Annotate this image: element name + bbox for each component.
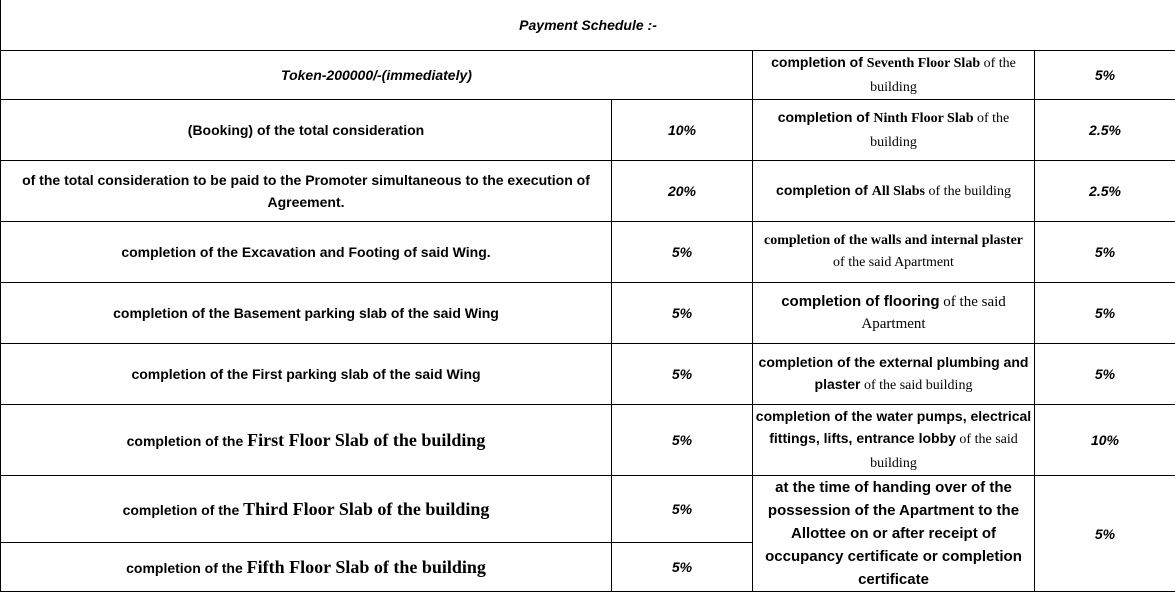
table-row bbox=[1, 283, 1175, 344]
table-row bbox=[1, 476, 1175, 543]
left-stage-label: completion of the First Floor Slab of the building bbox=[1, 405, 612, 476]
schedule-title: Payment Schedule :- bbox=[1, 0, 1175, 51]
left-stage-label: completion of the First parking slab of the said Wing bbox=[1, 344, 612, 405]
left-stage-percent: 5% bbox=[612, 222, 753, 283]
right-stage-label: completion of the walls and internal plaster of the said Apartment bbox=[753, 222, 1035, 283]
left-stage-percent: 20% bbox=[612, 161, 753, 222]
title-row bbox=[1, 0, 1175, 51]
table-row bbox=[1, 161, 1175, 222]
table-row bbox=[1, 405, 1175, 476]
right-stage-label: completion of Seventh Floor Slab of the building bbox=[753, 51, 1035, 100]
right-stage-label: at the time of handing over of the possession of the Apartment to the Allottee on or after receipt of occupancy certificate or completion certificate bbox=[753, 476, 1035, 592]
left-stage-percent: 5% bbox=[612, 283, 753, 344]
left-stage-label: completion of the Excavation and Footing of said Wing. bbox=[1, 222, 612, 283]
left-stage-percent: 5% bbox=[612, 344, 753, 405]
table-row bbox=[1, 222, 1175, 283]
table-row bbox=[1, 100, 1175, 161]
left-stage-label: completion of the Basement parking slab of the said Wing bbox=[1, 283, 612, 344]
left-stage-percent: 5% bbox=[612, 476, 753, 543]
left-stage-label: (Booking) of the total consideration bbox=[1, 100, 612, 161]
right-stage-label: completion of flooring of the said Apartment bbox=[753, 283, 1035, 344]
right-stage-label: completion of All Slabs of the building bbox=[753, 161, 1035, 222]
table-row bbox=[1, 344, 1175, 405]
right-stage-percent: 5% bbox=[1035, 344, 1175, 405]
left-stage-label: completion of the Third Floor Slab of the building bbox=[1, 476, 612, 543]
right-stage-percent: 2.5% bbox=[1035, 100, 1175, 161]
left-stage-label: of the total consideration to be paid to the Promoter simultaneous to the execution of Agreement. bbox=[1, 161, 612, 222]
right-stage-percent: 5% bbox=[1035, 51, 1175, 100]
left-stage-percent: 5% bbox=[612, 405, 753, 476]
right-stage-label: completion of the external plumbing and plaster of the said building bbox=[753, 344, 1035, 405]
right-stage-percent: 5% bbox=[1035, 222, 1175, 283]
token-amount: Token-200000/-(immediately) bbox=[1, 51, 753, 100]
left-stage-label: completion of the Fifth Floor Slab of the building bbox=[1, 543, 612, 592]
left-stage-percent: 10% bbox=[612, 100, 753, 161]
right-stage-percent: 5% bbox=[1035, 283, 1175, 344]
right-stage-label: completion of Ninth Floor Slab of the building bbox=[753, 100, 1035, 161]
left-stage-percent: 5% bbox=[612, 543, 753, 592]
right-stage-percent: 2.5% bbox=[1035, 161, 1175, 222]
right-stage-label: completion of the water pumps, electrical fittings, lifts, entrance lobby of the said building bbox=[753, 405, 1035, 476]
table-row bbox=[1, 51, 1175, 100]
right-stage-percent: 10% bbox=[1035, 405, 1175, 476]
right-stage-percent: 5% bbox=[1035, 476, 1175, 592]
